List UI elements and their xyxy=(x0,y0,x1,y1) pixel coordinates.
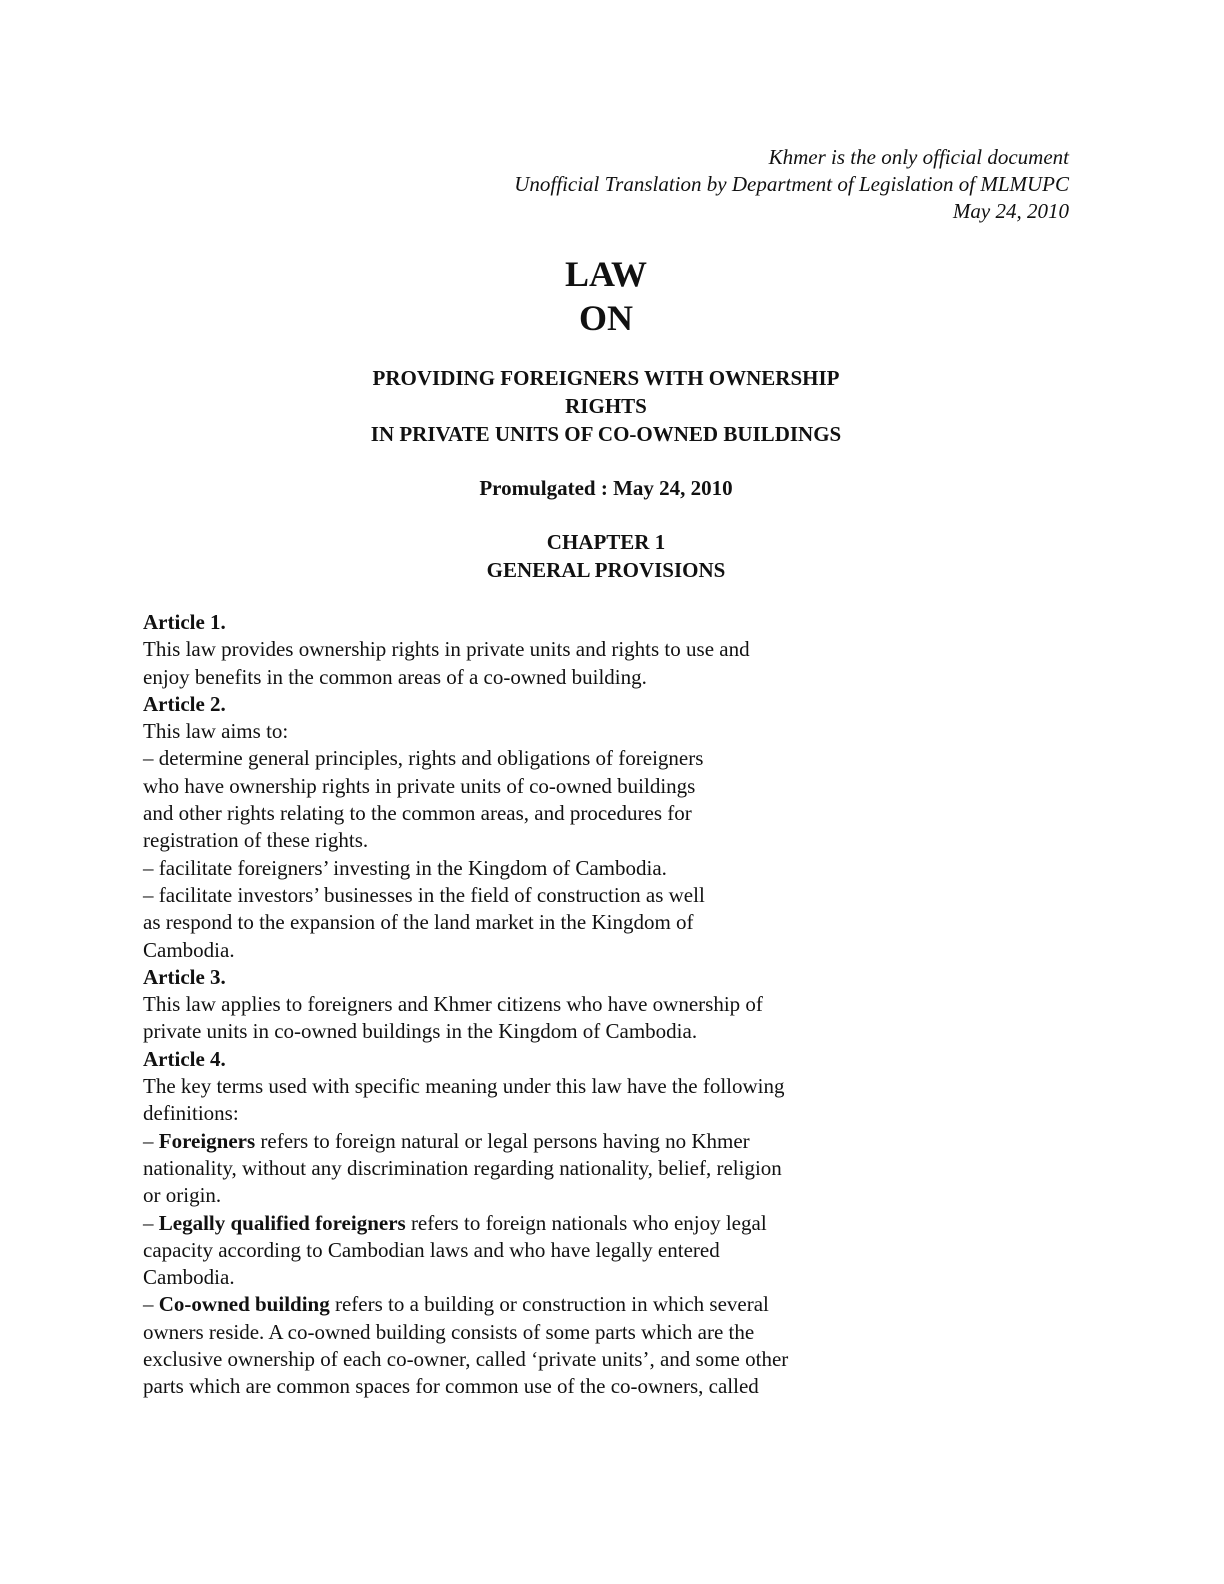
subtitle-line: PROVIDING FOREIGNERS WITH OWNERSHIP xyxy=(372,366,840,390)
article-2-heading: Article 2. xyxy=(143,691,226,716)
article-2-text: and other rights relating to the common areas, and procedures for xyxy=(143,801,692,826)
definition-foreigners xyxy=(143,1128,883,1155)
article-4-heading: Article 4. xyxy=(143,1046,226,1071)
definition-dash: – xyxy=(143,1292,159,1317)
definition-text: parts which are common spaces for common use of the co-owners, called xyxy=(143,1374,759,1399)
definition-text: refers to foreign nationals who enjoy legal xyxy=(405,1210,767,1235)
definition-co-owned-building xyxy=(143,1291,883,1318)
definition-text: refers to a building or construction in which several xyxy=(329,1292,769,1317)
title-block xyxy=(0,252,1212,584)
definition-term: Legally qualified foreigners xyxy=(158,1210,406,1235)
article-3-heading: Article 3. xyxy=(143,964,226,989)
definition-legally-qualified-foreigners xyxy=(143,1210,883,1237)
definition-text: capacity according to Cambodian laws and who have legally entered xyxy=(143,1237,720,1262)
article-3-text: private units in co-owned buildings in the Kingdom of Cambodia. xyxy=(143,1019,698,1044)
article-1-heading: Article 1. xyxy=(143,610,226,634)
definition-text: or origin. xyxy=(143,1183,222,1208)
article-2-text: This law aims to: xyxy=(143,719,289,744)
header-date: May 24, 2010 xyxy=(952,199,1069,223)
articles-body xyxy=(143,609,883,1401)
article-4-text: The key terms used with specific meaning under this law have the following xyxy=(143,1074,785,1099)
article-2-text: who have ownership rights in private units of co-owned buildings xyxy=(143,773,696,798)
article-3-text: This law applies to foreigners and Khmer citizens who have ownership of xyxy=(143,992,763,1017)
article-2-text: – facilitate foreigners’ investing in the Kingdom of Cambodia. xyxy=(143,855,667,880)
article-1-text: This law provides ownership rights in private units and rights to use and xyxy=(143,637,750,662)
document-header xyxy=(514,144,1069,225)
definition-dash: – xyxy=(143,1128,159,1153)
article-2-text: registration of these rights. xyxy=(143,828,369,853)
article-2-text: – facilitate investors’ businesses in the field of construction as well xyxy=(143,882,705,907)
definition-term: Co-owned building xyxy=(158,1292,330,1317)
definition-term: Foreigners xyxy=(158,1128,256,1153)
promulgation-date: Promulgated : May 24, 2010 xyxy=(479,476,733,500)
official-notice: Khmer is the only official document xyxy=(768,145,1069,169)
chapter-heading xyxy=(0,528,1212,584)
definition-text: exclusive ownership of each co-owner, called ‘private units’, and some other xyxy=(143,1347,789,1372)
definition-text: nationality, without any discrimination regarding nationality, belief, religion xyxy=(143,1155,782,1180)
article-1-text: enjoy benefits in the common areas of a co-owned building. xyxy=(143,664,647,689)
translation-notice: Unofficial Translation by Department of Legislation of MLMUPC xyxy=(514,172,1069,196)
definition-text: owners reside. A co-owned building consists of some parts which are the xyxy=(143,1319,755,1344)
article-2-text: as respond to the expansion of the land market in the Kingdom of xyxy=(143,910,694,935)
title-on: ON xyxy=(579,298,633,338)
chapter-title: GENERAL PROVISIONS xyxy=(486,558,726,582)
subtitle-line: IN PRIVATE UNITS OF CO-OWNED BUILDINGS xyxy=(370,422,842,446)
subtitle-line: RIGHTS xyxy=(565,394,647,418)
definition-dash: – xyxy=(143,1210,159,1235)
definition-text: Cambodia. xyxy=(143,1265,235,1290)
definition-text: refers to foreign natural or legal persons having no Khmer xyxy=(255,1128,750,1153)
chapter-number: CHAPTER 1 xyxy=(546,530,666,554)
article-2-text: Cambodia. xyxy=(143,937,235,962)
law-subtitle xyxy=(0,364,1212,448)
article-2-text: – determine general principles, rights and obligations of foreigners xyxy=(143,746,704,771)
title-law: LAW xyxy=(564,254,648,294)
article-4-text: definitions: xyxy=(143,1101,239,1126)
